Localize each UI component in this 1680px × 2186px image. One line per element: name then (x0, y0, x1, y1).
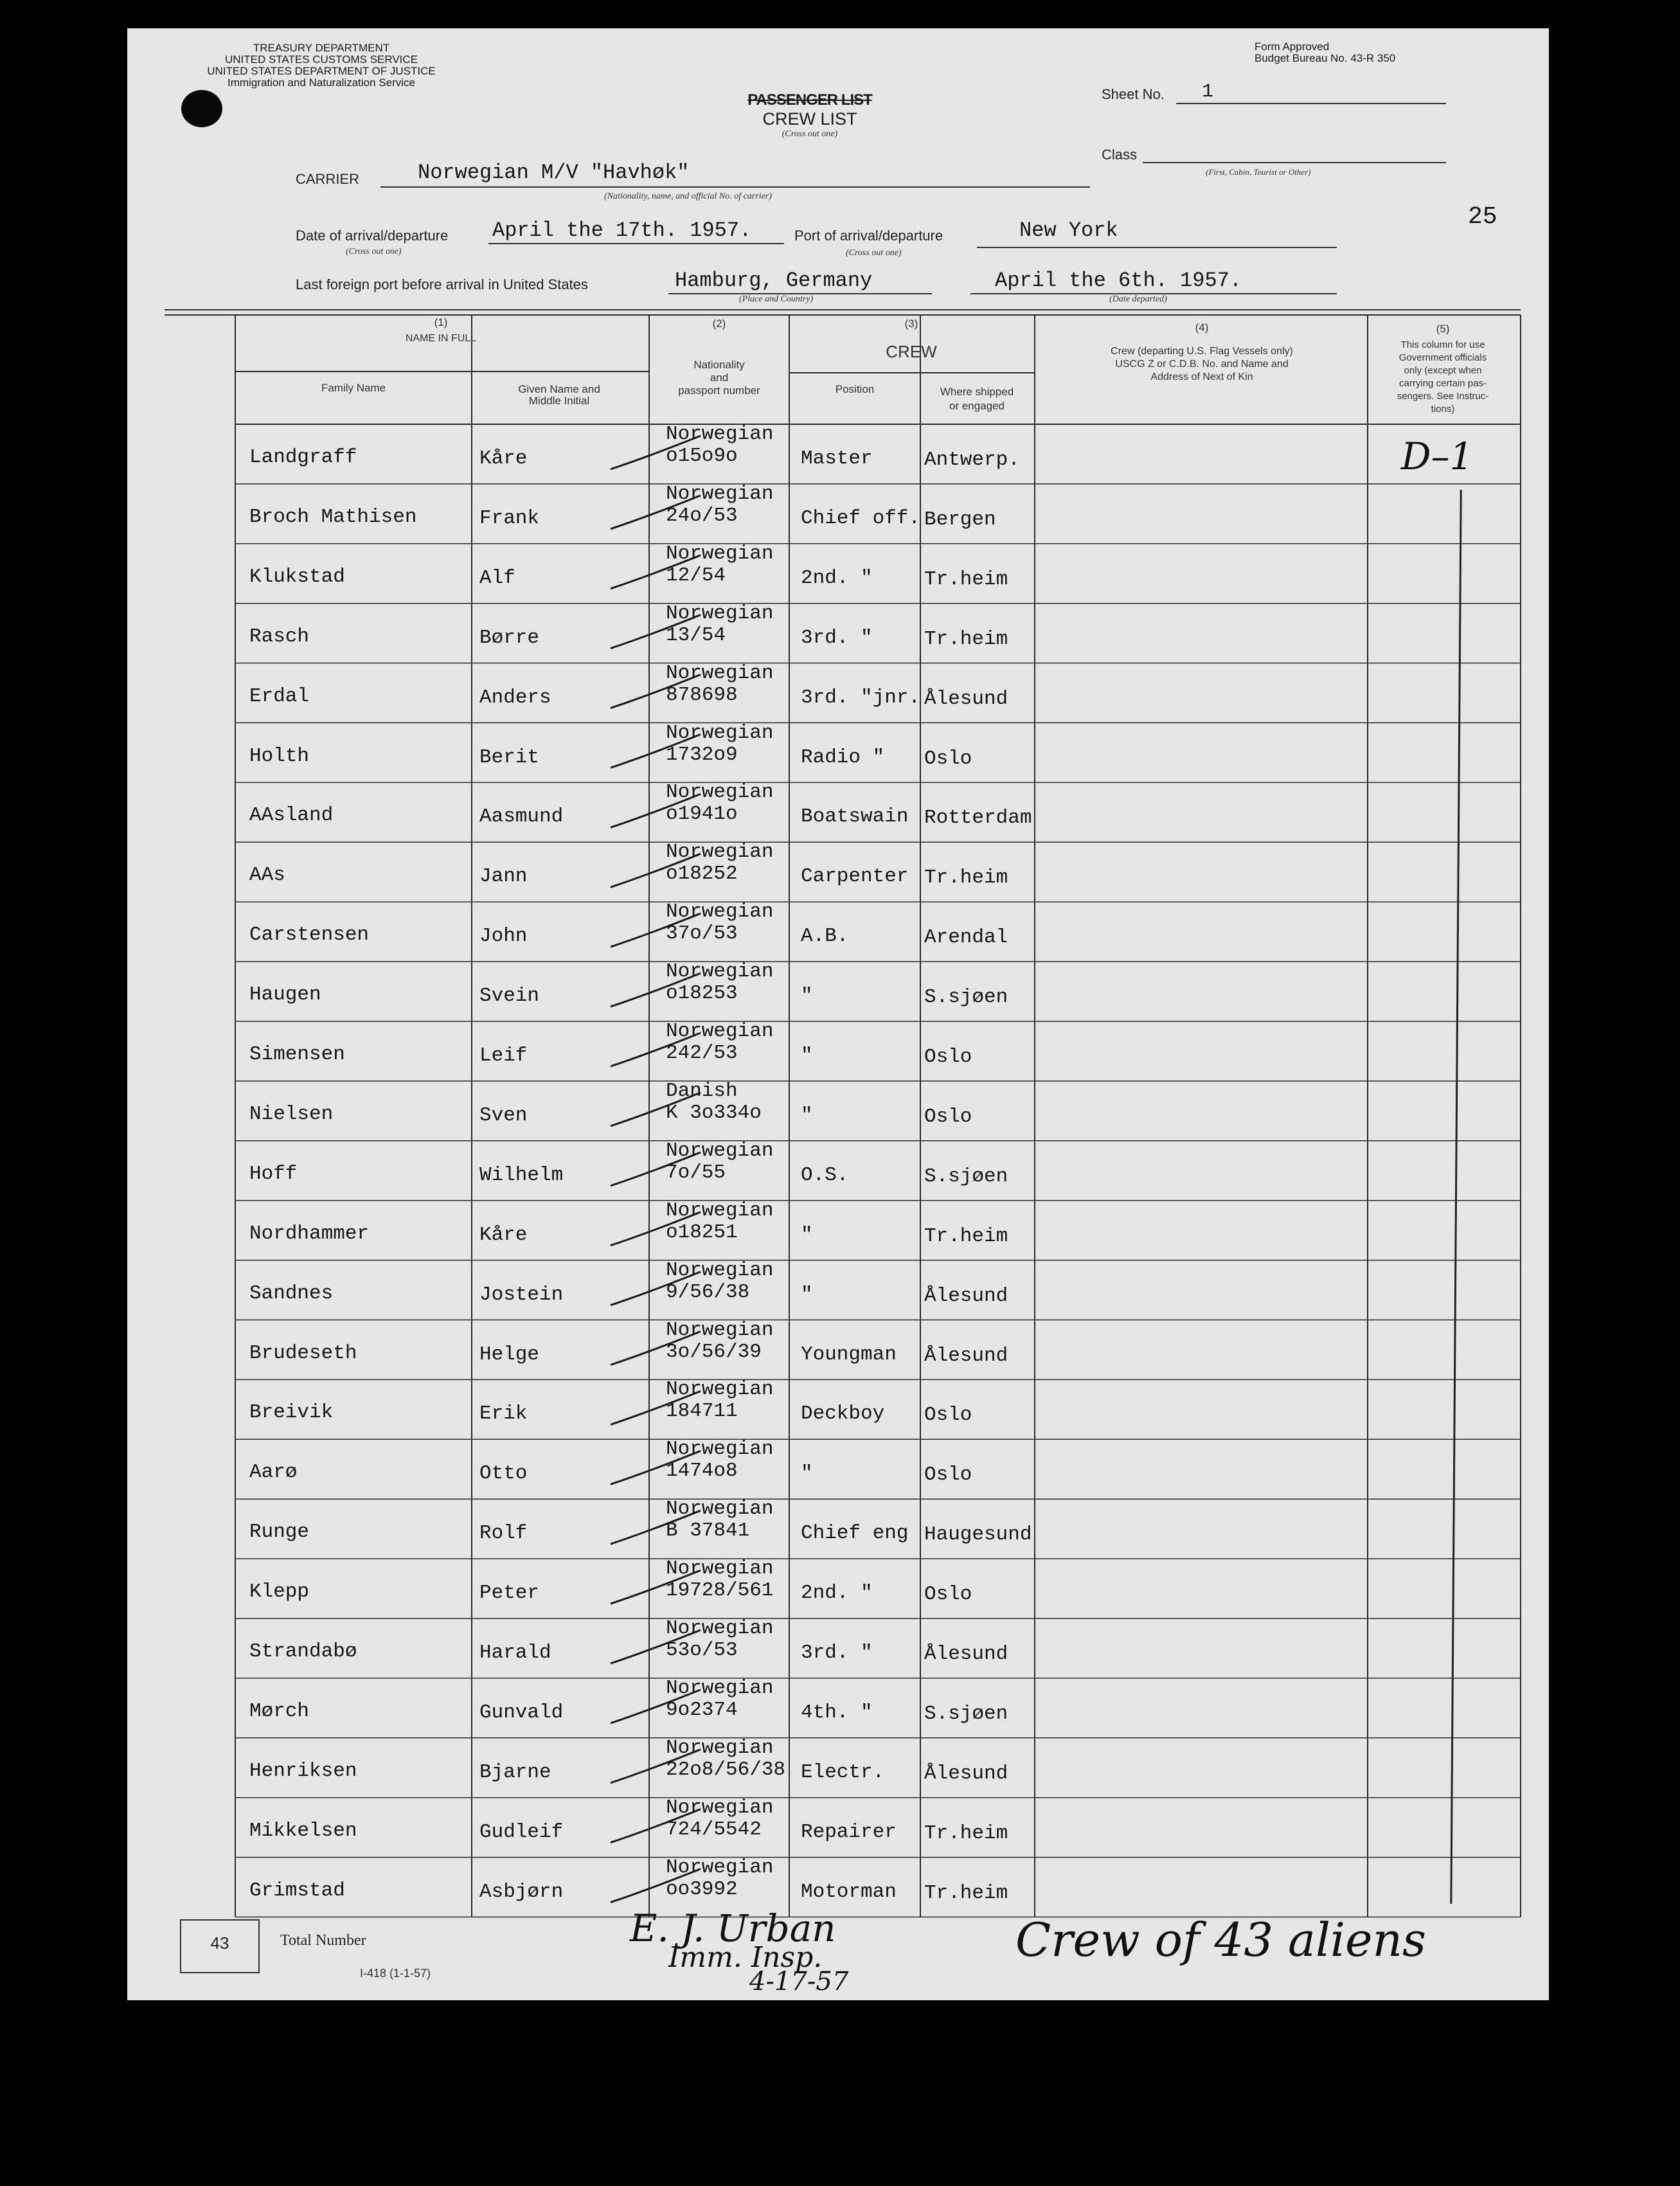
shipped-at: Oslo (924, 747, 972, 770)
nationality: Norwegian (666, 542, 774, 565)
given-name: Helge (479, 1343, 540, 1366)
col4-line-3: Address of Next of Kin (1150, 372, 1253, 382)
family-name: Carstensen (249, 924, 370, 947)
crew-position: " (801, 1104, 813, 1127)
given-name: Sven (479, 1104, 528, 1127)
shipped-header-1: Where shipped (940, 386, 1014, 398)
total-number-label: Total Number (280, 1932, 366, 1949)
crew-position: Master (801, 447, 873, 470)
crew-position: Boatswain (801, 805, 909, 829)
crew-position: 2nd. " (801, 566, 873, 589)
nationality: Norwegian (666, 1318, 774, 1341)
passport-number: 13/54 (666, 623, 726, 647)
family-name: Landgraff (249, 446, 357, 469)
passport-number: K 3o334o (666, 1101, 762, 1124)
given-name-header-2: Middle Initial (528, 395, 590, 407)
shipped-at: Arendal (924, 926, 1008, 949)
shipped-at: Antwerp. (924, 449, 1020, 471)
crew-position: " (801, 1223, 813, 1246)
crew-position: 3rd. " (801, 626, 873, 649)
col2-line-3: passport number (678, 384, 760, 397)
family-name: Simensen (249, 1043, 345, 1066)
passport-number: o15o9o (666, 445, 738, 467)
given-name: Wilhelm (479, 1163, 564, 1187)
crew-position: " (801, 1044, 813, 1067)
departure-date-caption: (Date departed) (1109, 294, 1167, 304)
col5-line-4: carrying certain pas- (1399, 378, 1487, 389)
given-name: Jostein (479, 1283, 564, 1306)
col3-number: (3) (904, 318, 918, 330)
shipped-at: Ålesund (924, 687, 1008, 710)
passport-number: o18251 (666, 1221, 738, 1244)
class-label: Class (1102, 147, 1138, 163)
carrier-value: Norwegian M/V "Havhøk" (418, 161, 690, 184)
passport-number: 9/56/38 (666, 1280, 750, 1304)
arrival-port-label: Port of arrival/departure (794, 228, 943, 244)
family-name: Erdal (249, 685, 310, 708)
crew-position: Deckboy (801, 1402, 885, 1426)
crew-position: 3rd. " (801, 1642, 873, 1664)
col5-line-1: This column for use (1400, 339, 1485, 350)
nationality: Norwegian (666, 1617, 774, 1640)
form-approved-text: Form Approved (1255, 40, 1330, 53)
family-name: Rasch (249, 625, 310, 648)
last-port-label: Last foreign port before arrival in United States (296, 276, 588, 292)
col5-number: (5) (1436, 323, 1450, 335)
nationality: Norwegian (666, 1378, 774, 1401)
title-crossed: PASSENGER LIST (747, 91, 872, 109)
given-name: John (479, 925, 528, 948)
nationality: Norwegian (666, 1139, 774, 1162)
nationality: Norwegian (666, 841, 774, 864)
page-number: 25 (1468, 203, 1497, 231)
shipped-at: Tr.heim (924, 1822, 1008, 1845)
crew-position: Chief eng (801, 1522, 909, 1545)
family-name: Nielsen (249, 1102, 334, 1125)
passport-number: 22o8/56/38 (666, 1758, 786, 1781)
family-name: Breivik (249, 1401, 334, 1424)
carrier-caption: (Nationality, name, and official No. of carrier) (604, 192, 772, 201)
passport-number: 1732o9 (666, 743, 738, 766)
position-header: Position (835, 383, 875, 395)
agency-line-3: UNITED STATES DEPARTMENT OF JUSTICE (207, 65, 436, 77)
passport-number: 184711 (666, 1400, 738, 1423)
family-name-header: Family Name (321, 382, 386, 394)
shipped-at: S.sjøen (924, 1702, 1008, 1725)
passport-number: 724/5542 (666, 1818, 762, 1841)
arrival-port-value: New York (1019, 219, 1118, 242)
given-name: Harald (479, 1642, 551, 1664)
title-crew-list: CREW LIST (762, 109, 857, 129)
col5-annotation: D–1 (1401, 435, 1474, 478)
passport-number: 242/53 (666, 1042, 738, 1064)
col1-title: NAME IN FULL (405, 333, 477, 344)
given-name: Rolf (479, 1522, 528, 1545)
arrival-date-value: April the 17th. 1957. (492, 219, 752, 242)
crew-position: Radio " (801, 746, 885, 769)
family-name: Sandnes (249, 1282, 334, 1305)
arrival-port-caption: (Cross out one) (846, 248, 902, 258)
passport-number: 7o/55 (666, 1161, 726, 1184)
shipped-at: Tr.heim (924, 568, 1008, 591)
nationality: Norwegian (666, 721, 774, 744)
shipped-at: Bergen (924, 508, 996, 531)
passport-number: 1474o8 (666, 1460, 738, 1483)
family-name: AAsland (249, 804, 334, 827)
given-name: Svein (479, 985, 540, 1008)
given-name: Kåre (479, 447, 528, 470)
passport-number: 9o2374 (666, 1698, 738, 1721)
crew-position: O.S. (801, 1163, 849, 1187)
passport-number: 24o/53 (666, 504, 738, 527)
nationality: Norwegian (666, 1796, 774, 1819)
form-number: I-418 (1-1-57) (360, 1967, 431, 1980)
crew-position: 3rd. "jnr. (801, 686, 921, 709)
family-name: Haugen (249, 983, 321, 1007)
crew-position: Chief off. (801, 506, 921, 530)
family-name: Mørch (249, 1699, 310, 1723)
given-name: Gudleif (479, 1820, 564, 1843)
nationality: Norwegian (666, 900, 774, 924)
family-name: Klukstad (249, 565, 345, 588)
crew-position: " (801, 1283, 813, 1306)
nationality: Norwegian (666, 1856, 774, 1879)
sheet-value: 1 (1202, 81, 1214, 103)
given-name: Peter (479, 1582, 540, 1605)
shipped-at: Oslo (924, 1046, 972, 1068)
crew-position: Youngman (801, 1343, 897, 1366)
col4-line-1: Crew (departing U.S. Flag Vessels only) (1111, 346, 1293, 357)
signature-date: 4-17-57 (749, 1967, 849, 1996)
family-name: Mikkelsen (249, 1819, 357, 1842)
title-caption: (Cross out one) (782, 129, 838, 139)
given-name: Anders (479, 686, 551, 709)
passport-number: o18253 (666, 982, 738, 1005)
given-name: Leif (479, 1044, 528, 1067)
given-name: Alf (479, 566, 515, 589)
nationality: Norwegian (666, 1676, 774, 1699)
given-name: Gunvald (479, 1701, 564, 1724)
nationality: Norwegian (666, 960, 774, 983)
given-name: Berit (479, 746, 540, 769)
crew-position: A.B. (801, 925, 849, 948)
col5-line-5: sengers. See Instruc- (1397, 391, 1489, 402)
passport-number: 19728/561 (666, 1579, 774, 1602)
given-name: Jann (479, 865, 528, 888)
crew-total-remark: Crew of 43 aliens (1015, 1913, 1426, 1967)
nationality: Norwegian (666, 1498, 774, 1521)
shipped-at: Tr.heim (924, 627, 1008, 650)
crew-position: 4th. " (801, 1701, 873, 1724)
shipped-at: Ålesund (924, 1643, 1008, 1665)
agency-line-4: Immigration and Naturalization Service (228, 76, 415, 89)
col1-number: (1) (434, 316, 448, 328)
crew-position: " (801, 1462, 813, 1485)
nationality: Norwegian (666, 602, 774, 625)
shipped-at: Oslo (924, 1464, 972, 1487)
nationality: Norwegian (666, 1736, 774, 1759)
given-name: Bjarne (479, 1760, 551, 1784)
given-name: Frank (479, 506, 540, 530)
nationality: Norwegian (666, 1199, 774, 1222)
passport-number: B 37841 (666, 1519, 750, 1543)
last-port-caption: (Place and Country) (739, 294, 814, 304)
passport-number: 12/54 (666, 564, 726, 587)
family-name: Holth (249, 744, 310, 767)
arrival-date-caption: (Cross out one) (346, 247, 402, 256)
passport-number: 53o/53 (666, 1639, 738, 1662)
col5-line-2: Government officials (1399, 352, 1487, 363)
shipped-at: Rotterdam (924, 807, 1032, 830)
given-name: Kåre (479, 1223, 528, 1246)
col5-line-6: tions) (1431, 404, 1455, 415)
family-name: Aarø (249, 1461, 298, 1484)
family-name: Nordhammer (249, 1222, 370, 1245)
col5-line-3: only (except when (1404, 365, 1482, 376)
given-name-header-1: Given Name and (518, 383, 600, 395)
nationality: Norwegian (666, 482, 774, 505)
passport-number: 3o/56/39 (666, 1340, 762, 1363)
col2-number: (2) (712, 318, 726, 330)
crew-position: 2nd. " (801, 1582, 873, 1605)
col3-title: CREW (886, 342, 937, 361)
col4-number: (4) (1195, 321, 1209, 334)
agency-line-2: UNITED STATES CUSTOMS SERVICE (224, 53, 418, 66)
family-name: Strandabø (249, 1640, 357, 1663)
family-name: AAs (249, 864, 285, 887)
nationality: Norwegian (666, 1557, 774, 1581)
last-port-value: Hamburg, Germany (675, 269, 873, 292)
given-name: Børre (479, 626, 540, 649)
class-caption: (First, Cabin, Tourist or Other) (1206, 167, 1311, 177)
arrival-date-label: Date of arrival/departure (296, 228, 449, 244)
col2-line-2: and (710, 372, 729, 384)
crew-position: Carpenter (801, 865, 909, 888)
shipped-at: S.sjøen (924, 986, 1008, 1009)
passport-number: oo3992 (666, 1877, 738, 1901)
carrier-label: CARRIER (296, 171, 360, 187)
passport-number: 878698 (666, 683, 738, 706)
crew-position: " (801, 985, 813, 1008)
family-name: Henriksen (249, 1759, 357, 1782)
shipped-at: Tr.heim (924, 866, 1008, 890)
given-name: Erik (479, 1402, 528, 1426)
shipped-at: Haugesund (924, 1523, 1032, 1546)
crew-position: Motorman (801, 1880, 897, 1903)
shipped-at: Ålesund (924, 1762, 1008, 1785)
given-name: Aasmund (479, 805, 564, 829)
shipped-at: Oslo (924, 1404, 972, 1427)
sheet-label: Sheet No. (1102, 86, 1165, 102)
inspector-signature: E. J. Urban (630, 1906, 836, 1950)
shipped-at: Tr.heim (924, 1881, 1008, 1904)
family-name: Grimstad (249, 1879, 345, 1902)
nationality: Norwegian (666, 1438, 774, 1461)
agency-line-1: TREASURY DEPARTMENT (253, 42, 390, 54)
shipped-at: S.sjøen (924, 1165, 1008, 1188)
shipped-at: Tr.heim (924, 1224, 1008, 1248)
nationality: Norwegian (666, 781, 774, 804)
total-number-value: 43 (210, 1933, 229, 1953)
crew-position: Electr. (801, 1760, 885, 1784)
departure-date-value: April the 6th. 1957. (995, 269, 1242, 292)
family-name: Broch Mathisen (249, 505, 417, 528)
given-name: Asbjørn (479, 1880, 564, 1903)
crew-position: Repairer (801, 1820, 897, 1843)
given-name: Otto (479, 1462, 528, 1485)
nationality: Norwegian (666, 423, 774, 445)
family-name: Klepp (249, 1581, 310, 1604)
passport-number: o1941o (666, 803, 738, 826)
passport-number: o18252 (666, 863, 738, 886)
family-name: Brudeseth (249, 1341, 357, 1365)
nationality: Norwegian (666, 1020, 774, 1043)
inspector-title: Imm. Insp. (668, 1941, 823, 1974)
family-name: Hoff (249, 1162, 298, 1185)
shipped-at: Ålesund (924, 1344, 1008, 1367)
passport-number: 37o/53 (666, 922, 738, 945)
shipped-at: Oslo (924, 1105, 972, 1128)
family-name: Runge (249, 1521, 310, 1544)
nationality: Danish (666, 1079, 738, 1102)
budget-bureau-text: Budget Bureau No. 43-R 350 (1255, 52, 1396, 64)
shipped-header-2: or engaged (949, 400, 1005, 412)
nationality: Norwegian (666, 1259, 774, 1282)
col2-line-1: Nationality (693, 359, 745, 371)
shipped-at: Ålesund (924, 1284, 1008, 1307)
col4-line-2: USCG Z or C.D.B. No. and Name and (1115, 359, 1289, 370)
nationality: Norwegian (666, 661, 774, 685)
shipped-at: Oslo (924, 1583, 972, 1606)
